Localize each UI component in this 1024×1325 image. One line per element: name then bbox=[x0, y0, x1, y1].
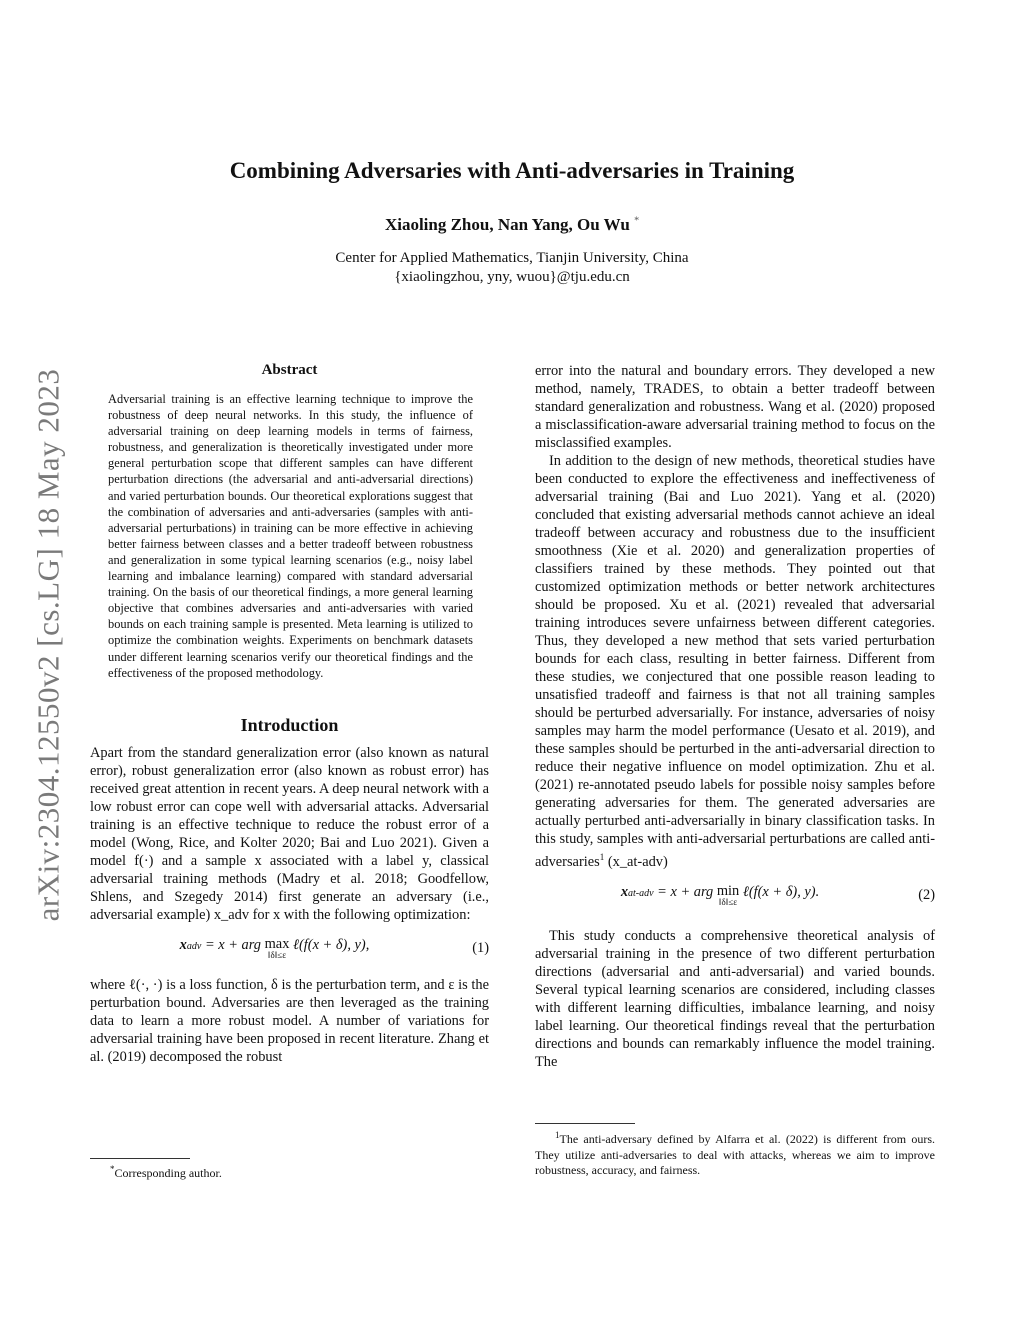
footnote-corresponding-text: Corresponding author. bbox=[114, 1166, 222, 1180]
affiliation: Center for Applied Mathematics, Tianjin University, China bbox=[335, 250, 689, 266]
eq2-operator-block bbox=[717, 884, 739, 907]
footnote-1-ref: 1 bbox=[599, 852, 605, 862]
intro-paragraph-3: error into the natural and boundary errors. They developed a new method, namely, TRADES, to obtain a better tradeoff between standard generalization and robustness. Wang et al. (2020) proposed a misclassification-aware adversarial training method to focus on the misclassified examples. bbox=[535, 363, 935, 451]
eq1-lhs: x bbox=[179, 937, 187, 954]
equation-2-number: (2) bbox=[918, 887, 935, 904]
eq1-rhs-prefix: = x + arg bbox=[204, 937, 261, 954]
abstract-heading: Abstract bbox=[261, 362, 318, 378]
abstract-text: Adversarial training is an effective learning technique to improve the robustness of deep neural networks. In this study, the influence of adversarial training on deep learning models in terms of fairness, robustness, and generalization is theoretically investigated under more general perturbation scope that different samples can have different perturbation directions (the adversarial and anti-adversarial directions) and varied perturbation bounds. Our theoretical explorations suggest that the combination of adversaries and anti-adversaries (samples with anti-adversarial perturbations) in training can be more effective in achieving better fairness between classes and a better tradeoff between robustness and generalization in some typical learning scenarios (e.g., noisy label learning and imbalance learning) compared with standard adversarial training. On the basis of our theoretical findings, a more general learning objective that combines adversaries and anti-adversaries with varied bounds on each training sample is presented. Meta learning is utilized to optimize the combination weights. Experiments on benchmark datasets under different learning scenarios verify our theoretical findings and the effectiveness of the proposed methodology. bbox=[108, 392, 473, 680]
eq2-rhs-suffix: ℓ(f(x + δ), y). bbox=[742, 884, 820, 901]
equation-2-math bbox=[535, 884, 905, 907]
eq1-constraint: ‖δ‖≤ε bbox=[267, 950, 286, 961]
eq1-operator: max bbox=[264, 936, 290, 953]
equation-2 bbox=[535, 879, 935, 913]
intro-paragraph-5: This study conducts a comprehensive theoretical analysis of adversarial training in the presence of two different perturbation directions (adversarial and anti-adversarial) and varied bounds. Several typical learning scenarios are considered, including classes with different learning difficulties, imbalance learning, and noisy label learning. Our theoretical findings reveal that the perturbation directions and bounds can remarkably influence the model training. The bbox=[535, 927, 935, 1070]
eq2-rhs-prefix: = x + arg bbox=[657, 884, 714, 901]
introduction-heading: Introduction bbox=[240, 714, 339, 735]
eq2-lhs-sub: at-adv bbox=[628, 888, 654, 900]
eq2-operator: min bbox=[716, 883, 740, 900]
footnote-1 bbox=[535, 1128, 935, 1179]
author-emails: {xiaolingzhou, yny, wuou}@tju.edu.cn bbox=[394, 269, 630, 285]
eq2-constraint: ‖δ‖≤ε bbox=[719, 897, 738, 908]
footnote-rule-right bbox=[535, 1123, 635, 1124]
author-names: Xiaoling Zhou, Nan Yang, Ou Wu bbox=[384, 215, 630, 234]
intro-paragraph-4-tail: (x_at-adv) bbox=[607, 853, 668, 870]
intro-paragraph-1: Apart from the standard generalization error (also known as natural error), robust generalization error (also known as robust error) has received great attention in recent years. A deep neural network with a low robust error can cope well with adversarial attacks. Adversarial training is an effective technique to reduce the robust error of a model (Wong, Rice, and Kolter 2020; Bai and Luo 2021). Given a model f(·) and a sample x associated with a label y, classical adversarial training methods (Madry et al. 2018; Goodfellow, Shlens, and Szegedy 2014) first generate an adversary (i.e., adversarial example) x_adv for x with the following optimization: bbox=[90, 744, 489, 923]
intro-paragraph-2: where ℓ(·, ·) is a loss function, δ is the perturbation term, and ε is the perturbation bound. Adversaries are then leveraged as the training data to learn a more robust model. A number of variations for adversarial training have been proposed in recent literature. Zhang et al. (2019) decomposed the robust bbox=[90, 976, 489, 1065]
paper-title: Combining Adversaries with Anti-adversaries in Training bbox=[229, 158, 795, 183]
footnote-rule-left bbox=[90, 1158, 190, 1159]
equation-1 bbox=[90, 932, 489, 966]
corresponding-author-mark: * bbox=[634, 215, 640, 227]
intro-paragraph-4-text: In addition to the design of new methods, theoretical studies have been conducted to explore the effectiveness and ineffectiveness of adversarial training (Bai and Luo 2021). Yang et al. (2020) concluded that existing adversarial methods cannot achieve an ideal tradeoff between accuracy and robustness due to the insufficient smoothness (Xie et al. 2020) and generalization properties of classifiers trained by these methods. They pointed out that customized optimization methods or better network architectures should be proposed. Xu et al. (2021) revealed that adversarial training introduces severe unfairness between different categories. Thus, they developed a new method that sets varied perturbation bounds for each class, resulting in better fairness. Different from these studies, we conjectured that one possible reason leading to unsatisfied tradeoff and fairness is that not all training samples should be perturbed adversarially. For instance, adversaries of noisy samples may harm the model performance (Uesato et al. 2019), and these samples should be perturbed in the anti-adversarial direction to reduce their negative influence on model optimization. Zhu et al. (2021) re-annotated pseudo labels for possible noisy samples before generating adversaries for them. The generated adversaries are actually perturbed anti-adversarially in binary classification tasks. In this study, samples with anti-adversarial perturbations are called anti-adversaries bbox=[535, 453, 935, 870]
arxiv-identifier bbox=[28, 345, 68, 945]
equation-1-math bbox=[90, 937, 459, 960]
footnote-1-mark: 1 bbox=[555, 1130, 560, 1140]
footnote-1-text: The anti-adversary defined by Alfarra et al. (2022) is different from ours. They utilize anti-adversaries to deal with attacks, whereas we aim to improve robustness, accuracy, and fairness. bbox=[535, 1132, 935, 1177]
intro-paragraph-4 bbox=[535, 452, 935, 871]
left-column bbox=[90, 362, 489, 1066]
arxiv-id-text: arXiv:2304.12550v2 [cs.LG] 18 May 2023 bbox=[30, 368, 65, 922]
eq1-lhs-sub: adv bbox=[186, 941, 202, 953]
author-list bbox=[0, 215, 1024, 235]
eq1-operator-block bbox=[265, 937, 290, 960]
footnote-corresponding bbox=[110, 1162, 490, 1181]
eq1-rhs-suffix: ℓ(f(x + δ), y), bbox=[293, 937, 370, 954]
right-column bbox=[535, 362, 935, 1071]
footnote-corresponding-mark: * bbox=[110, 1164, 115, 1174]
equation-1-number: (1) bbox=[472, 940, 489, 957]
eq2-lhs: x bbox=[620, 884, 629, 901]
